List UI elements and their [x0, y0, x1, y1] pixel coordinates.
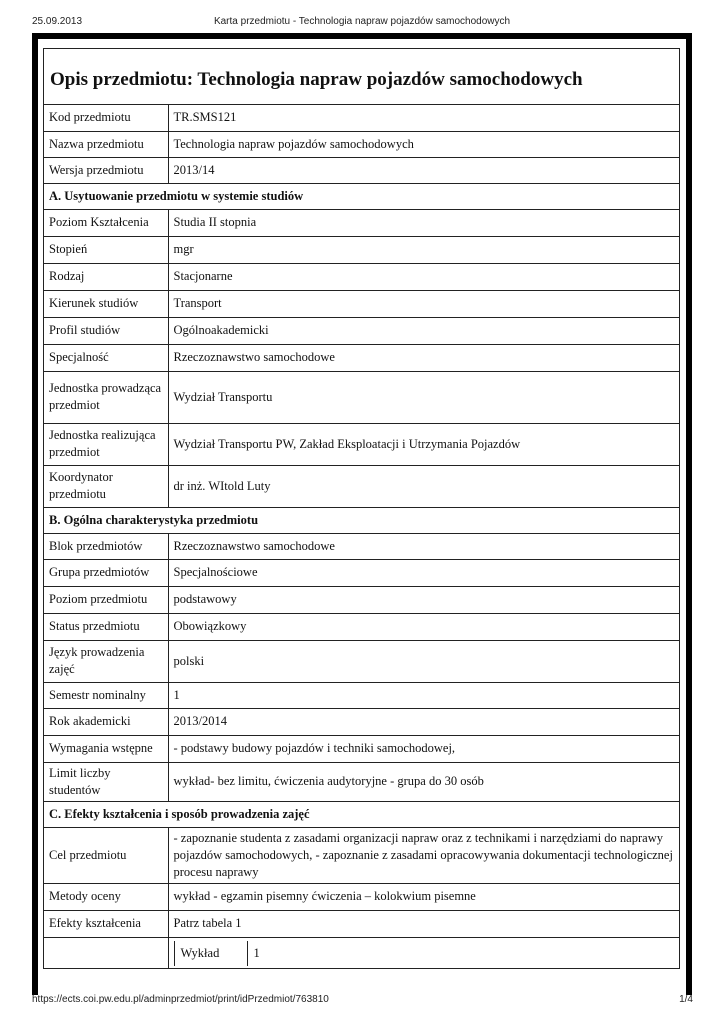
- row-value: [168, 937, 679, 968]
- row-value: Patrz tabela 1: [168, 910, 679, 937]
- row-label: Nazwa przedmiotu: [44, 131, 168, 157]
- table-row: [44, 317, 679, 344]
- section-title: B. Ogólna charakterystyka przedmiotu: [44, 507, 679, 533]
- table-row: [44, 209, 679, 236]
- row-value: Transport: [168, 290, 679, 317]
- row-value: TR.SMS121: [168, 105, 679, 131]
- document-frame: [32, 33, 692, 995]
- table-row: [44, 236, 679, 263]
- row-label: Kierunek studiów: [44, 290, 168, 317]
- row-label: Poziom Kształcenia: [44, 209, 168, 236]
- row-value: Rzeczoznawstwo samochodowe: [168, 533, 679, 559]
- table-row: [44, 371, 679, 423]
- row-value: Technologia napraw pojazdów samochodowych: [168, 131, 679, 157]
- table-row: [44, 827, 679, 883]
- row-value: wykład - egzamin pisemny ćwiczenia – kolokwium pisemne: [168, 883, 679, 910]
- table-row: [44, 105, 679, 131]
- row-value: Ogólnoakademicki: [168, 317, 679, 344]
- course-card: [43, 48, 680, 969]
- table-row: [44, 735, 679, 762]
- row-value: Wydział Transportu PW, Zakład Eksploatacji i Utrzymania Pojazdów: [168, 423, 679, 465]
- print-title: Karta przedmiotu - Technologia napraw pojazdów samochodowych: [213, 16, 511, 27]
- table-row: [44, 613, 679, 640]
- table-row: [44, 423, 679, 465]
- section-header: [44, 801, 679, 827]
- table-row: [44, 290, 679, 317]
- row-value: Wydział Transportu: [168, 371, 679, 423]
- row-label: Stopień: [44, 236, 168, 263]
- row-value: Studia II stopnia: [168, 209, 679, 236]
- table-row: [44, 131, 679, 157]
- section-header: [44, 507, 679, 533]
- row-label: Rodzaj: [44, 263, 168, 290]
- table-row: [44, 708, 679, 735]
- row-label: Poziom przedmiotu: [44, 586, 168, 613]
- row-value: Stacjonarne: [168, 263, 679, 290]
- row-label: Jednostka realizująca przedmiot: [44, 423, 168, 465]
- page-number: 1/4: [679, 994, 693, 1005]
- row-label: Semestr nominalny: [44, 682, 168, 708]
- hours-row: [174, 941, 268, 966]
- table-row: [44, 937, 679, 968]
- course-table: [44, 105, 679, 969]
- row-label: Wymagania wstępne: [44, 735, 168, 762]
- row-value: - podstawy budowy pojazdów i techniki samochodowej,: [168, 735, 679, 762]
- row-value: dr inż. WItold Luty: [168, 465, 679, 507]
- table-row: [44, 263, 679, 290]
- row-label: Efekty kształcenia: [44, 910, 168, 937]
- section-header: [44, 183, 679, 209]
- row-label: Rok akademicki: [44, 708, 168, 735]
- table-row: [44, 682, 679, 708]
- row-value: 1: [168, 682, 679, 708]
- row-value: mgr: [168, 236, 679, 263]
- table-row: [44, 762, 679, 801]
- table-row: [44, 533, 679, 559]
- row-value: wykład- bez limitu, ćwiczenia audytoryjne - grupa do 30 osób: [168, 762, 679, 801]
- table-row: [44, 559, 679, 586]
- print-footer: [0, 994, 724, 1008]
- hours-table: [174, 941, 268, 966]
- row-value: Obowiązkowy: [168, 613, 679, 640]
- table-row: [44, 640, 679, 682]
- hours-form: Wykład: [174, 941, 247, 966]
- row-label: Jednostka prowadząca przedmiot: [44, 371, 168, 423]
- row-label: Profil studiów: [44, 317, 168, 344]
- row-label: Grupa przedmiotów: [44, 559, 168, 586]
- row-label: Kod przedmiotu: [44, 105, 168, 131]
- table-row: [44, 157, 679, 183]
- row-label: [44, 937, 168, 968]
- row-label: Wersja przedmiotu: [44, 157, 168, 183]
- hours-value: 1: [253, 945, 260, 960]
- print-date: 25.09.2013: [32, 16, 83, 27]
- row-value: podstawowy: [168, 586, 679, 613]
- page-title: Opis przedmiotu: Technologia napraw pojazdów samochodowych: [44, 49, 679, 105]
- row-label: Koordynator przedmiotu: [44, 465, 168, 507]
- print-header: [0, 16, 724, 30]
- row-label: Blok przedmiotów: [44, 533, 168, 559]
- table-row: [44, 344, 679, 371]
- row-label: Metody oceny: [44, 883, 168, 910]
- row-label: Limit liczby studentów: [44, 762, 168, 801]
- row-value: Specjalnościowe: [168, 559, 679, 586]
- row-label: Język prowadzenia zajęć: [44, 640, 168, 682]
- row-value: 2013/14: [168, 157, 679, 183]
- table-row: [44, 910, 679, 937]
- table-row: [44, 883, 679, 910]
- row-label: Status przedmiotu: [44, 613, 168, 640]
- row-value: - zapoznanie studenta z zasadami organizacji napraw oraz z technikami i narzędziami do naprawy pojazdów samochodowych, - zapoznanie z zasadami opracowywania dokumentacji technologicznej procesu naprawy: [168, 827, 679, 883]
- print-url: https://ects.coi.pw.edu.pl/adminprzedmiot/print/idPrzedmiot/763810: [32, 994, 329, 1005]
- table-row: [44, 465, 679, 507]
- row-value: Rzeczoznawstwo samochodowe: [168, 344, 679, 371]
- row-value: polski: [168, 640, 679, 682]
- row-value: 2013/2014: [168, 708, 679, 735]
- section-title: C. Efekty kształcenia i sposób prowadzenia zajęć: [44, 801, 679, 827]
- section-title: A. Usytuowanie przedmiotu w systemie studiów: [44, 183, 679, 209]
- row-label: Specjalność: [44, 344, 168, 371]
- table-row: [44, 586, 679, 613]
- row-label: Cel przedmiotu: [44, 827, 168, 883]
